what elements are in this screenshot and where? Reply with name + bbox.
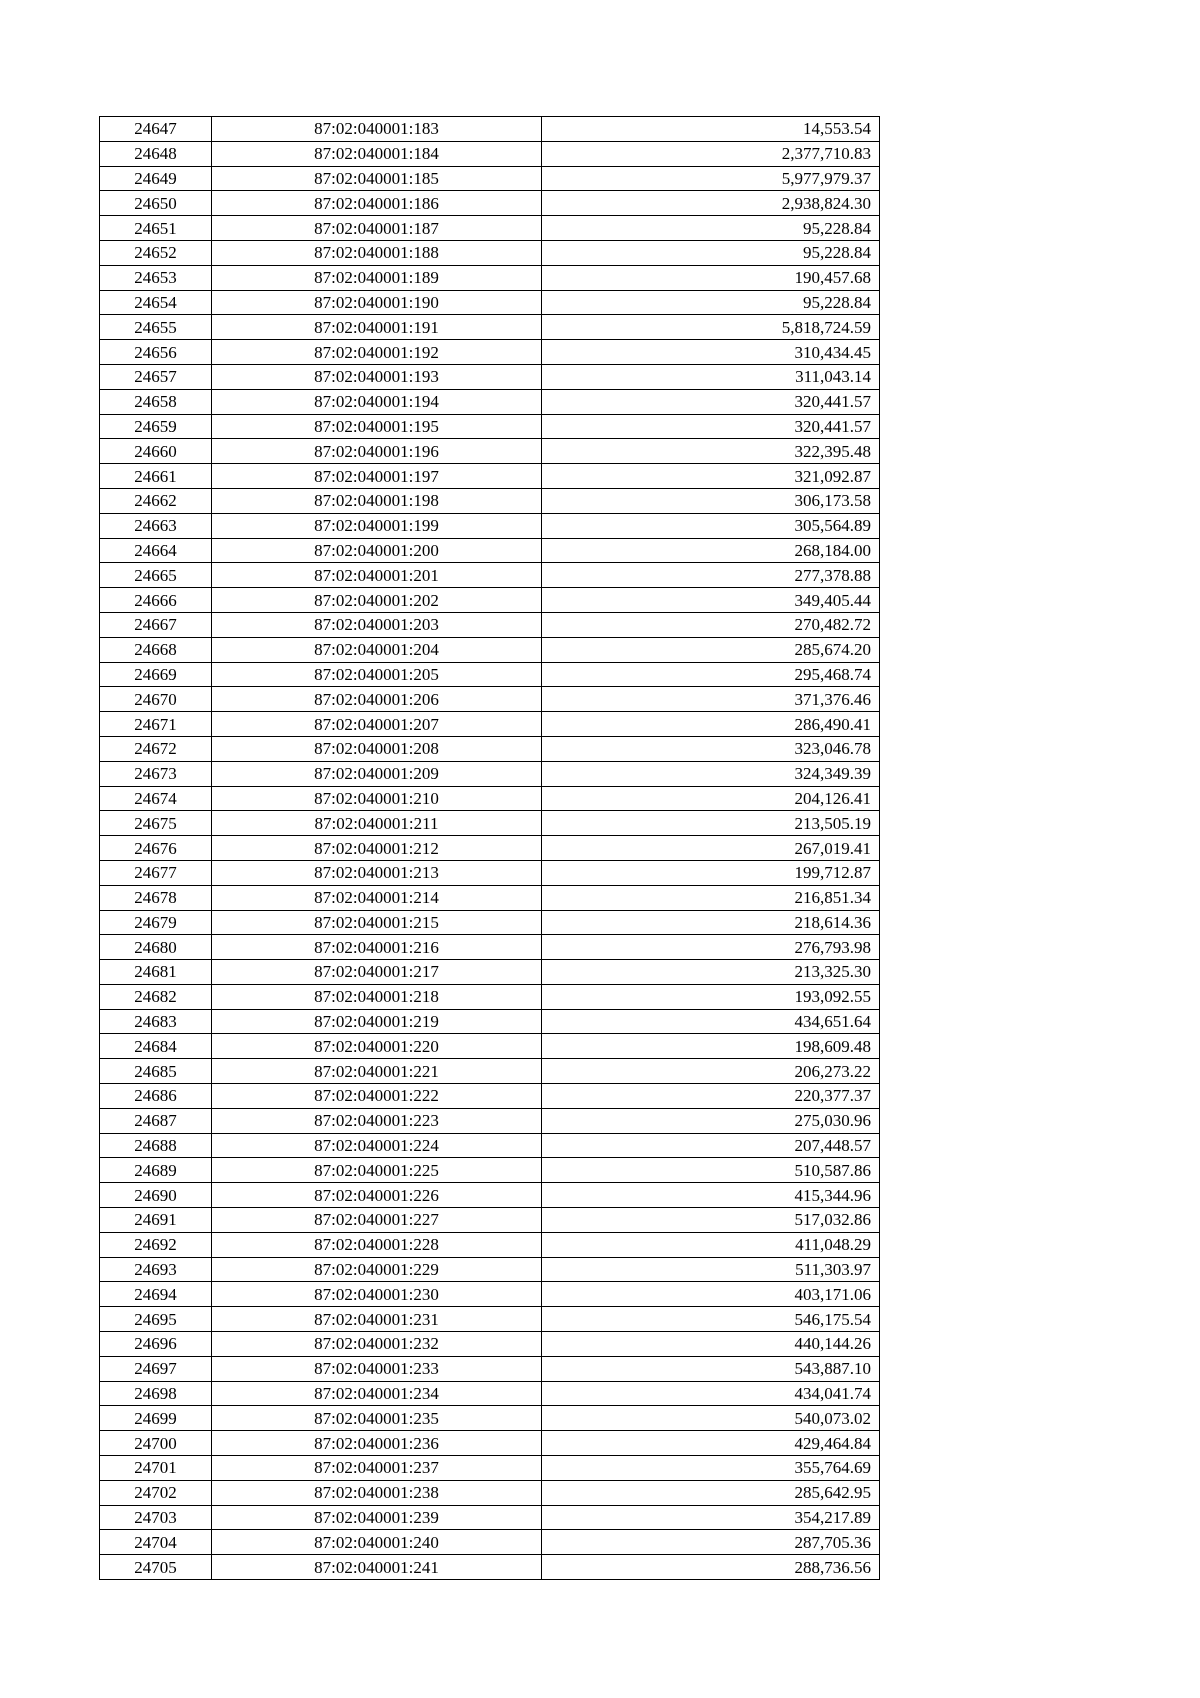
row-number-cell: 24657 (100, 364, 212, 389)
row-number-cell: 24680 (100, 935, 212, 960)
cadastral-value-cell: 268,184.00 (542, 538, 880, 563)
cadastral-value-cell: 517,032.86 (542, 1208, 880, 1233)
cadastral-number-cell: 87:02:040001:194 (212, 389, 542, 414)
cadastral-number-cell: 87:02:040001:199 (212, 513, 542, 538)
row-number-cell: 24704 (100, 1530, 212, 1555)
cadastral-number-cell: 87:02:040001:213 (212, 860, 542, 885)
table-row (100, 1431, 880, 1456)
row-number-cell: 24667 (100, 612, 212, 637)
table-row (100, 1183, 880, 1208)
cadastral-value-cell: 285,642.95 (542, 1480, 880, 1505)
cadastral-value-cell: 354,217.89 (542, 1505, 880, 1530)
table-row (100, 984, 880, 1009)
table-row (100, 612, 880, 637)
row-number-cell: 24702 (100, 1480, 212, 1505)
cadastral-number-cell: 87:02:040001:239 (212, 1505, 542, 1530)
table-row (100, 1208, 880, 1233)
table-row (100, 1555, 880, 1580)
table-row (100, 736, 880, 761)
cadastral-value-cell: 510,587.86 (542, 1158, 880, 1183)
row-number-cell: 24656 (100, 340, 212, 365)
table-row (100, 935, 880, 960)
table-row (100, 960, 880, 985)
cadastral-value-cell: 220,377.37 (542, 1084, 880, 1109)
cadastral-value-cell: 321,092.87 (542, 464, 880, 489)
cadastral-value-cell: 511,303.97 (542, 1257, 880, 1282)
row-number-cell: 24687 (100, 1108, 212, 1133)
table-row (100, 1332, 880, 1357)
table-row (100, 1034, 880, 1059)
row-number-cell: 24699 (100, 1406, 212, 1431)
cadastral-value-cell: 207,448.57 (542, 1133, 880, 1158)
cadastral-number-cell: 87:02:040001:218 (212, 984, 542, 1009)
cadastral-number-cell: 87:02:040001:215 (212, 910, 542, 935)
row-number-cell: 24694 (100, 1282, 212, 1307)
cadastral-number-cell: 87:02:040001:188 (212, 240, 542, 265)
table-body (100, 117, 880, 1580)
row-number-cell: 24677 (100, 860, 212, 885)
cadastral-value-cell: 403,171.06 (542, 1282, 880, 1307)
row-number-cell: 24701 (100, 1456, 212, 1481)
cadastral-value-cell: 275,030.96 (542, 1108, 880, 1133)
cadastral-number-cell: 87:02:040001:233 (212, 1356, 542, 1381)
row-number-cell: 24691 (100, 1208, 212, 1233)
row-number-cell: 24686 (100, 1084, 212, 1109)
cadastral-number-cell: 87:02:040001:196 (212, 439, 542, 464)
cadastral-number-cell: 87:02:040001:206 (212, 687, 542, 712)
cadastral-value-cell: 320,441.57 (542, 389, 880, 414)
table-row (100, 389, 880, 414)
cadastral-value-cell: 310,434.45 (542, 340, 880, 365)
cadastral-number-cell: 87:02:040001:190 (212, 290, 542, 315)
table-row (100, 1530, 880, 1555)
cadastral-value-cell: 305,564.89 (542, 513, 880, 538)
table-row (100, 588, 880, 613)
table-row (100, 712, 880, 737)
row-number-cell: 24670 (100, 687, 212, 712)
cadastral-number-cell: 87:02:040001:201 (212, 563, 542, 588)
table-row (100, 117, 880, 142)
table-row (100, 885, 880, 910)
table-row (100, 786, 880, 811)
table-row (100, 761, 880, 786)
table-row (100, 1505, 880, 1530)
cadastral-value-cell: 324,349.39 (542, 761, 880, 786)
table-row (100, 240, 880, 265)
cadastral-number-cell: 87:02:040001:187 (212, 216, 542, 241)
cadastral-number-cell: 87:02:040001:227 (212, 1208, 542, 1233)
cadastral-number-cell: 87:02:040001:219 (212, 1009, 542, 1034)
row-number-cell: 24658 (100, 389, 212, 414)
cadastral-value-table (99, 116, 880, 1580)
table-row (100, 414, 880, 439)
table-row (100, 836, 880, 861)
cadastral-number-cell: 87:02:040001:217 (212, 960, 542, 985)
table-row (100, 216, 880, 241)
cadastral-number-cell: 87:02:040001:220 (212, 1034, 542, 1059)
cadastral-value-cell: 5,818,724.59 (542, 315, 880, 340)
table-row (100, 538, 880, 563)
cadastral-number-cell: 87:02:040001:231 (212, 1307, 542, 1332)
table-row (100, 811, 880, 836)
cadastral-number-cell: 87:02:040001:223 (212, 1108, 542, 1133)
cadastral-number-cell: 87:02:040001:204 (212, 637, 542, 662)
table-row (100, 464, 880, 489)
cadastral-number-cell: 87:02:040001:222 (212, 1084, 542, 1109)
cadastral-value-cell: 546,175.54 (542, 1307, 880, 1332)
table-row (100, 1381, 880, 1406)
row-number-cell: 24678 (100, 885, 212, 910)
row-number-cell: 24698 (100, 1381, 212, 1406)
cadastral-value-cell: 213,505.19 (542, 811, 880, 836)
cadastral-value-cell: 2,938,824.30 (542, 191, 880, 216)
cadastral-number-cell: 87:02:040001:232 (212, 1332, 542, 1357)
cadastral-number-cell: 87:02:040001:221 (212, 1059, 542, 1084)
row-number-cell: 24665 (100, 563, 212, 588)
row-number-cell: 24653 (100, 265, 212, 290)
row-number-cell: 24684 (100, 1034, 212, 1059)
cadastral-number-cell: 87:02:040001:185 (212, 166, 542, 191)
cadastral-value-cell: 95,228.84 (542, 216, 880, 241)
cadastral-value-cell: 440,144.26 (542, 1332, 880, 1357)
row-number-cell: 24648 (100, 141, 212, 166)
cadastral-number-cell: 87:02:040001:207 (212, 712, 542, 737)
table-row (100, 687, 880, 712)
row-number-cell: 24668 (100, 637, 212, 662)
row-number-cell: 24659 (100, 414, 212, 439)
cadastral-value-cell: 193,092.55 (542, 984, 880, 1009)
cadastral-value-cell: 216,851.34 (542, 885, 880, 910)
table-row (100, 563, 880, 588)
row-number-cell: 24651 (100, 216, 212, 241)
cadastral-value-cell: 320,441.57 (542, 414, 880, 439)
row-number-cell: 24682 (100, 984, 212, 1009)
table-row (100, 1084, 880, 1109)
row-number-cell: 24652 (100, 240, 212, 265)
cadastral-value-cell: 2,377,710.83 (542, 141, 880, 166)
table-row (100, 1133, 880, 1158)
cadastral-value-cell: 95,228.84 (542, 240, 880, 265)
row-number-cell: 24674 (100, 786, 212, 811)
cadastral-value-cell: 198,609.48 (542, 1034, 880, 1059)
cadastral-value-cell: 285,674.20 (542, 637, 880, 662)
cadastral-number-cell: 87:02:040001:203 (212, 612, 542, 637)
cadastral-value-cell: 276,793.98 (542, 935, 880, 960)
table-row (100, 1158, 880, 1183)
row-number-cell: 24696 (100, 1332, 212, 1357)
table-row (100, 1456, 880, 1481)
row-number-cell: 24685 (100, 1059, 212, 1084)
row-number-cell: 24647 (100, 117, 212, 142)
cadastral-number-cell: 87:02:040001:225 (212, 1158, 542, 1183)
row-number-cell: 24692 (100, 1232, 212, 1257)
row-number-cell: 24673 (100, 761, 212, 786)
table-row (100, 166, 880, 191)
cadastral-value-cell: 286,490.41 (542, 712, 880, 737)
cadastral-number-cell: 87:02:040001:211 (212, 811, 542, 836)
cadastral-number-cell: 87:02:040001:197 (212, 464, 542, 489)
cadastral-number-cell: 87:02:040001:224 (212, 1133, 542, 1158)
cadastral-number-cell: 87:02:040001:240 (212, 1530, 542, 1555)
cadastral-value-cell: 306,173.58 (542, 488, 880, 513)
row-number-cell: 24695 (100, 1307, 212, 1332)
row-number-cell: 24688 (100, 1133, 212, 1158)
cadastral-value-cell: 199,712.87 (542, 860, 880, 885)
table-row (100, 439, 880, 464)
cadastral-number-cell: 87:02:040001:241 (212, 1555, 542, 1580)
cadastral-value-cell: 323,046.78 (542, 736, 880, 761)
row-number-cell: 24683 (100, 1009, 212, 1034)
cadastral-number-cell: 87:02:040001:234 (212, 1381, 542, 1406)
cadastral-value-cell: 277,378.88 (542, 563, 880, 588)
cadastral-number-cell: 87:02:040001:193 (212, 364, 542, 389)
cadastral-number-cell: 87:02:040001:216 (212, 935, 542, 960)
cadastral-value-cell: 218,614.36 (542, 910, 880, 935)
cadastral-value-cell: 543,887.10 (542, 1356, 880, 1381)
table-row (100, 315, 880, 340)
cadastral-number-cell: 87:02:040001:236 (212, 1431, 542, 1456)
cadastral-number-cell: 87:02:040001:200 (212, 538, 542, 563)
table-row (100, 1282, 880, 1307)
cadastral-value-cell: 429,464.84 (542, 1431, 880, 1456)
cadastral-value-cell: 411,048.29 (542, 1232, 880, 1257)
cadastral-value-cell: 540,073.02 (542, 1406, 880, 1431)
table-row (100, 1307, 880, 1332)
row-number-cell: 24693 (100, 1257, 212, 1282)
cadastral-number-cell: 87:02:040001:235 (212, 1406, 542, 1431)
cadastral-number-cell: 87:02:040001:184 (212, 141, 542, 166)
cadastral-value-cell: 434,651.64 (542, 1009, 880, 1034)
table-row (100, 637, 880, 662)
cadastral-value-cell: 371,376.46 (542, 687, 880, 712)
table-row (100, 364, 880, 389)
cadastral-number-cell: 87:02:040001:198 (212, 488, 542, 513)
table-row (100, 290, 880, 315)
row-number-cell: 24671 (100, 712, 212, 737)
cadastral-number-cell: 87:02:040001:183 (212, 117, 542, 142)
cadastral-value-cell: 270,482.72 (542, 612, 880, 637)
table-row (100, 1232, 880, 1257)
cadastral-number-cell: 87:02:040001:191 (212, 315, 542, 340)
cadastral-number-cell: 87:02:040001:228 (212, 1232, 542, 1257)
row-number-cell: 24663 (100, 513, 212, 538)
table-row (100, 1356, 880, 1381)
cadastral-number-cell: 87:02:040001:208 (212, 736, 542, 761)
table-row (100, 860, 880, 885)
cadastral-value-cell: 14,553.54 (542, 117, 880, 142)
cadastral-number-cell: 87:02:040001:202 (212, 588, 542, 613)
table-row (100, 1257, 880, 1282)
cadastral-number-cell: 87:02:040001:192 (212, 340, 542, 365)
cadastral-value-cell: 287,705.36 (542, 1530, 880, 1555)
cadastral-number-cell: 87:02:040001:209 (212, 761, 542, 786)
cadastral-value-cell: 295,468.74 (542, 662, 880, 687)
cadastral-value-cell: 213,325.30 (542, 960, 880, 985)
row-number-cell: 24666 (100, 588, 212, 613)
table-row (100, 340, 880, 365)
row-number-cell: 24705 (100, 1555, 212, 1580)
cadastral-value-cell: 288,736.56 (542, 1555, 880, 1580)
table-row (100, 662, 880, 687)
row-number-cell: 24650 (100, 191, 212, 216)
row-number-cell: 24655 (100, 315, 212, 340)
row-number-cell: 24676 (100, 836, 212, 861)
cadastral-number-cell: 87:02:040001:214 (212, 885, 542, 910)
cadastral-number-cell: 87:02:040001:189 (212, 265, 542, 290)
cadastral-value-cell: 5,977,979.37 (542, 166, 880, 191)
row-number-cell: 24675 (100, 811, 212, 836)
row-number-cell: 24661 (100, 464, 212, 489)
row-number-cell: 24662 (100, 488, 212, 513)
row-number-cell: 24649 (100, 166, 212, 191)
row-number-cell: 24703 (100, 1505, 212, 1530)
cadastral-value-cell: 95,228.84 (542, 290, 880, 315)
cadastral-number-cell: 87:02:040001:205 (212, 662, 542, 687)
table-row (100, 488, 880, 513)
table-row (100, 910, 880, 935)
row-number-cell: 24689 (100, 1158, 212, 1183)
cadastral-number-cell: 87:02:040001:238 (212, 1480, 542, 1505)
cadastral-value-cell: 322,395.48 (542, 439, 880, 464)
cadastral-number-cell: 87:02:040001:212 (212, 836, 542, 861)
row-number-cell: 24700 (100, 1431, 212, 1456)
cadastral-value-cell: 311,043.14 (542, 364, 880, 389)
cadastral-value-cell: 267,019.41 (542, 836, 880, 861)
row-number-cell: 24669 (100, 662, 212, 687)
cadastral-number-cell: 87:02:040001:230 (212, 1282, 542, 1307)
row-number-cell: 24690 (100, 1183, 212, 1208)
cadastral-number-cell: 87:02:040001:210 (212, 786, 542, 811)
table-row (100, 141, 880, 166)
row-number-cell: 24679 (100, 910, 212, 935)
table-row (100, 1009, 880, 1034)
row-number-cell: 24672 (100, 736, 212, 761)
cadastral-number-cell: 87:02:040001:229 (212, 1257, 542, 1282)
cadastral-value-cell: 434,041.74 (542, 1381, 880, 1406)
table-row (100, 1406, 880, 1431)
cadastral-value-cell: 190,457.68 (542, 265, 880, 290)
row-number-cell: 24681 (100, 960, 212, 985)
table-row (100, 191, 880, 216)
cadastral-value-cell: 355,764.69 (542, 1456, 880, 1481)
cadastral-value-cell: 206,273.22 (542, 1059, 880, 1084)
table-row (100, 513, 880, 538)
cadastral-number-cell: 87:02:040001:237 (212, 1456, 542, 1481)
table-row (100, 1480, 880, 1505)
table-row (100, 1108, 880, 1133)
cadastral-number-cell: 87:02:040001:186 (212, 191, 542, 216)
cadastral-value-cell: 349,405.44 (542, 588, 880, 613)
row-number-cell: 24660 (100, 439, 212, 464)
cadastral-number-cell: 87:02:040001:195 (212, 414, 542, 439)
table-row (100, 265, 880, 290)
row-number-cell: 24664 (100, 538, 212, 563)
cadastral-number-cell: 87:02:040001:226 (212, 1183, 542, 1208)
row-number-cell: 24697 (100, 1356, 212, 1381)
cadastral-value-cell: 204,126.41 (542, 786, 880, 811)
table-row (100, 1059, 880, 1084)
row-number-cell: 24654 (100, 290, 212, 315)
cadastral-value-cell: 415,344.96 (542, 1183, 880, 1208)
